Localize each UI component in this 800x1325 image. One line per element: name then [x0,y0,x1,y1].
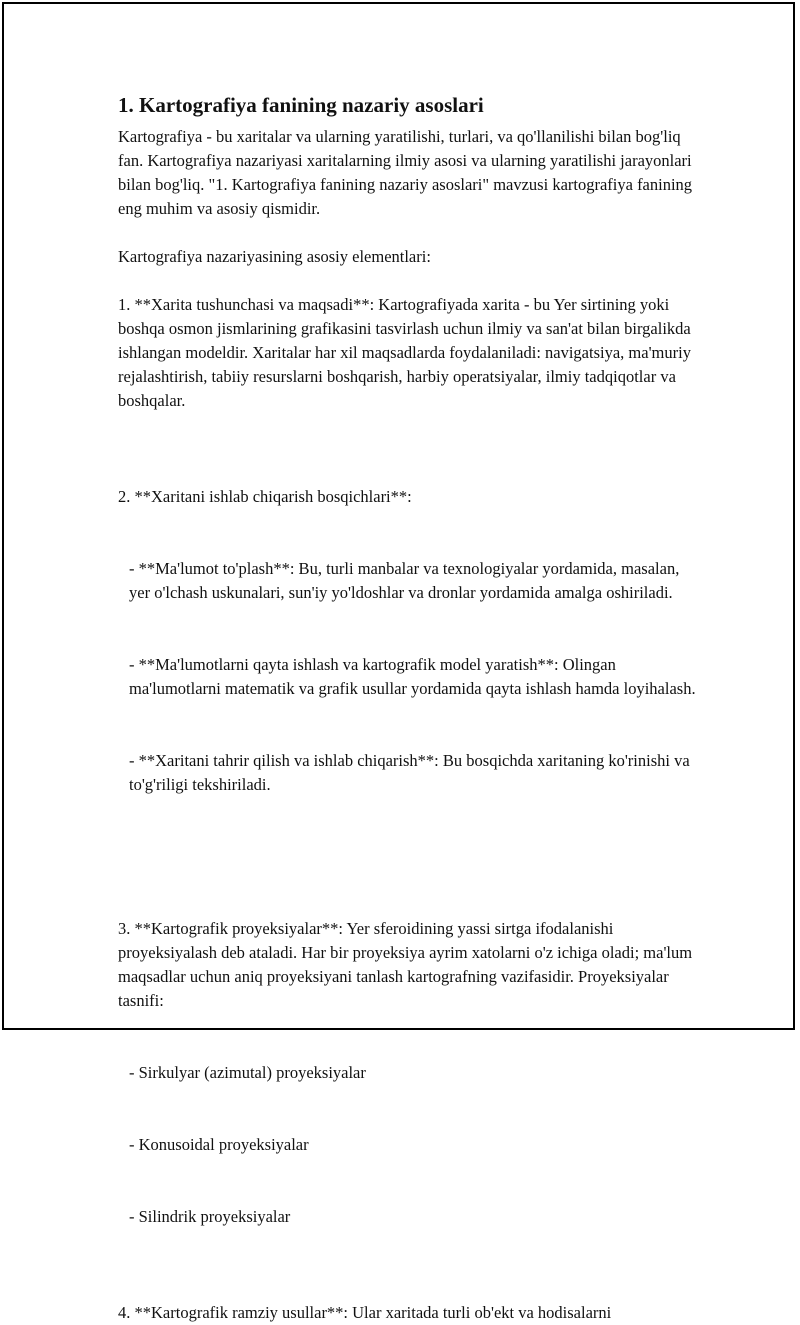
projection-list-item: - Konusoidal proyeksiyalar [129,1135,309,1154]
intro-paragraph: Kartografiya - bu xaritalar va ularning yaratilishi, turlari, va qo'llanilishi bilan bog'liq fan. Kartografiya nazariyasi xaritalarning ilmiy asosi va ularning yaratilishi jarayonlari bilan bog'liq. "1. Kartografiya fanining nazariy asoslari" mavzusi kartografiya fanining eng muhim va asosiy qismidir. [118,127,697,218]
item-2-sub-3: - **Xaritani tahrir qilish va ishlab chiqarish**: Bu bosqichda xaritaning ko'rinishi va to'g'riligi tekshiriladi. [129,751,694,794]
item-2-sub-1: - **Ma'lumot to'plash**: Bu, turli manbalar va texnologiyalar yordamida, masalan, yer o'lchash uskunalari, sun'iy yo'ldoshlar va dronlar yordamida amalga oshiriladi. [129,559,684,602]
projection-list-item: - Sirkulyar (azimutal) proyeksiyalar [129,1063,366,1082]
item-2-sub-2: - **Ma'lumotlarni qayta ishlash va kartografik model yaratish**: Olingan ma'lumotlarni matematik va grafik usullar yordamida qayta ishlash hamda loyihalash. [129,655,696,698]
item-2-heading: 2. **Xaritani ishlab chiqarish bosqichlari**: [118,487,412,506]
document-body [118,93,698,1325]
item-4-paragraph: 4. **Kartografik ramziy usullar**: Ular xaritada turli ob'ekt va hodisalarni [118,1303,612,1322]
item-3-text: 3. **Kartografik proyeksiyalar**: Yer sferoidining yassi sirtga ifodalanishi proyeksiyalash deb ataladi. Har bir proyeksiya ayrim xatolarni o'z ichiga oladi; ma'lum maqsadlar uchun aniq proyeksiyani tanlash kartografning vazifasidir. Proyeksiyalar tasnifi: [118,919,697,1010]
document-title: 1. Kartografiya fanining nazariy asoslari [118,93,484,117]
projection-list-item: - Silindrik proyeksiyalar [129,1207,291,1226]
item-2-block [118,437,698,845]
item-1-paragraph: 1. **Xarita tushunchasi va maqsadi**: Kartografiyada xarita - bu Yer sirtining yoki boshqa osmon jismlarining grafikasini tasvirlash uchun ilmiy va san'at bilan birgalikda ishlangan modeldir. Xaritalar har xil maqsadlarda foydalaniladi: navigatsiya, ma'muriy rejalashtirish, tabiiy resurslarni boshqarish, harbiy operatsiyalar, ilmiy tadqiqotlar va boshqalar. [118,295,696,410]
item-3-block [118,869,698,1277]
elements-heading: Kartografiya nazariyasining asosiy elementlari: [118,247,431,266]
